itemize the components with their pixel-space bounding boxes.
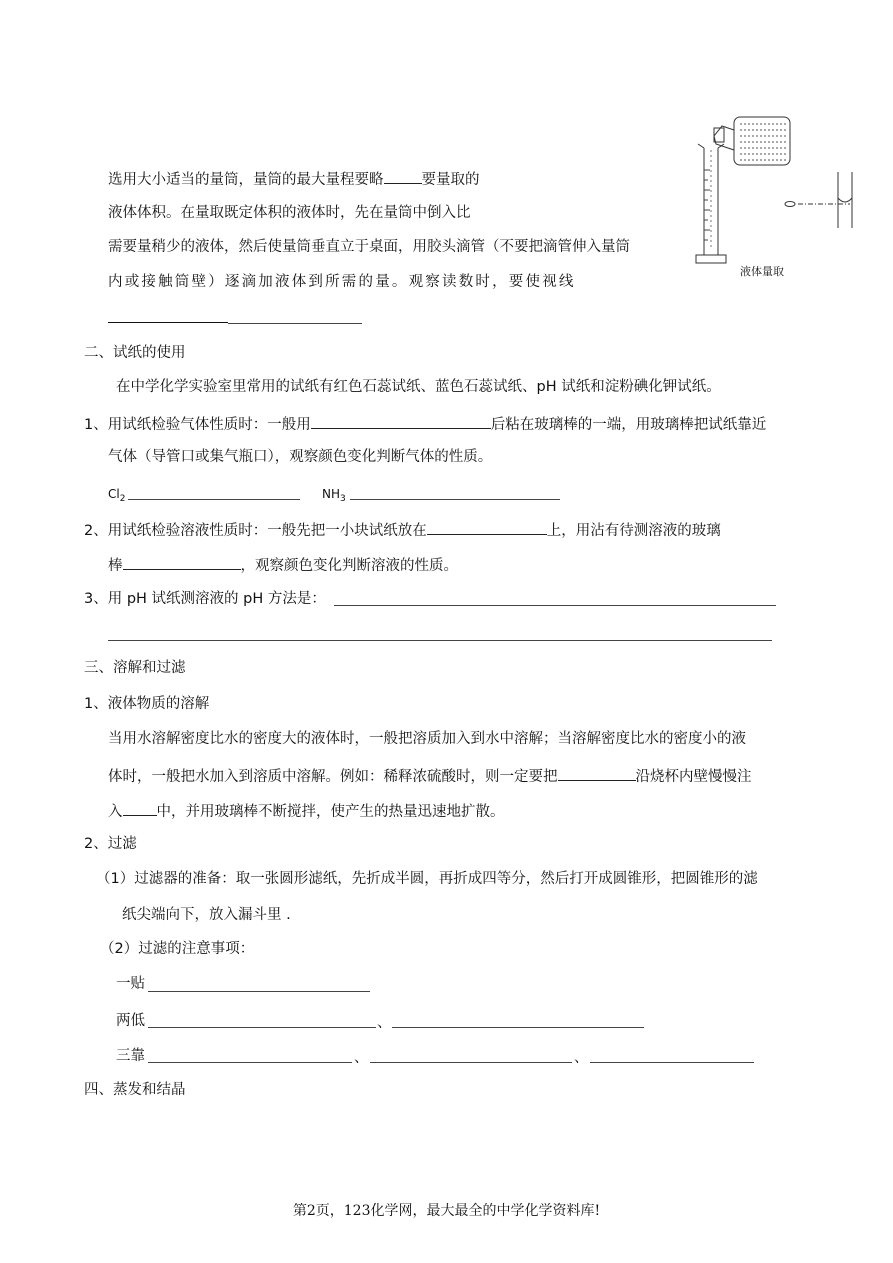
figure-caption: 液体量取 [740,265,784,278]
graduated-cylinder-drawing [696,144,726,263]
reagent-bottle-drawing [714,117,790,165]
answer-line[interactable] [590,1062,754,1063]
liquid-measuring-figure [690,110,860,285]
paragraph: 纸尖端向下，放入漏斗里 . [122,907,291,923]
answer-line[interactable] [148,991,370,992]
answer-blank[interactable] [123,553,241,570]
eye-sightline-drawing [785,172,852,228]
answer-line[interactable] [392,1027,644,1028]
item-text: 1、用试纸检验气体性质时：一般用 [84,417,311,433]
item-text: 入 [108,804,123,820]
formula-subscript: 2 [119,494,126,504]
subsection-heading: 1、液体物质的溶解 [84,696,210,712]
measure-text-b: 要量取的 [421,172,480,188]
measure-line-2: 液体体积。在量取既定体积的液体时，先在量筒中倒入比 [108,205,471,221]
section-heading: 二、试纸的使用 [84,345,186,361]
page-footer: 第2页，123化学网，最大最全的中学化学资料库! [292,1203,601,1219]
answer-line[interactable] [148,1062,352,1063]
item-text: ，观察颜色变化判断溶液的性质。 [240,558,458,574]
paragraph: （2）过滤的注意事项： [100,941,255,957]
item-1-line-1 [84,412,766,435]
measure-line-1 [108,167,480,190]
measure-text-a: 选用大小适当的量筒，量筒的最大量程要略 [108,172,384,188]
paragraph: 在中学化学实验室里常用的试纸有红色石蕊试纸、蓝色石蕊试纸、pH 试纸和淀粉碘化钾试纸。 [116,379,721,395]
formula-subscript: 3 [340,494,346,504]
item-2-line-2 [108,553,458,576]
answer-line[interactable] [370,1062,572,1063]
measure-line-3: 需要量稍少的液体，然后使量筒垂直立于桌面，用胶头滴管（不要把滴管伸入量筒 [108,239,630,255]
item-2-line-1 [84,518,721,541]
formula-cl: Cl [108,487,120,501]
tie-label: 一贴 [116,976,145,992]
paragraph: 当用水溶解密度比水的密度大的液体时，一般把溶质加入到水中溶解；当溶解密度比水的密度小的液 [108,731,746,747]
paragraph-line [108,799,505,822]
item-3-line: 3、用 pH 试纸测溶液的 pH 方法是： [84,591,326,607]
subsection-heading: 2、过滤 [84,836,137,852]
item-text: 2、用试纸检验溶液性质时：一般先把一小块试纸放在 [84,523,427,539]
nh3-line [322,484,346,509]
answer-blank[interactable] [123,799,157,816]
answer-line[interactable] [228,323,362,324]
item-text: 中，并用玻璃棒不断搅拌，使产生的热量迅速地扩散。 [156,804,505,820]
formula-nh: NH [322,487,340,501]
low-label: 两低 [116,1013,145,1029]
answer-blank[interactable] [384,167,422,184]
answer-line[interactable] [334,605,776,606]
separator: 、 [354,1050,369,1066]
item-text: 上，用沾有待测溶液的玻璃 [546,523,721,539]
item-text: 棒 [108,558,123,574]
answer-line[interactable] [148,1027,376,1028]
item-text: 后粘在玻璃棒的一端，用玻璃棒把试纸靠近 [490,417,767,433]
item-text: 体时，一般把水加入到溶质中溶解。例如：稀释浓硫酸时，则一定要把 [108,769,558,785]
measure-line-4: 内或接触筒壁）逐滴加液体到所需的量。观察读数时，要使视线 [108,274,576,290]
answer-line[interactable] [350,499,560,500]
lean-label: 三靠 [116,1048,145,1064]
answer-blank[interactable] [311,412,491,429]
answer-line[interactable] [108,322,228,323]
cl2-line [108,484,125,509]
item-1-line-2: 气体（导管口或集气瓶口），观察颜色变化判断气体的性质。 [108,449,493,465]
answer-line[interactable] [128,499,300,500]
separator: 、 [574,1050,589,1066]
separator: 、 [377,1015,392,1031]
answer-blank[interactable] [558,764,636,781]
answer-blank[interactable] [427,518,547,535]
section-heading: 四、蒸发和结晶 [84,1082,186,1098]
answer-line[interactable] [108,640,772,641]
item-text: 沿烧杯内壁慢慢注 [635,769,752,785]
paragraph: （1）过滤器的准备：取一张圆形滤纸，先折成半圆，再折成四等分，然后打开成圆锥形，把圆锥形的滤 [96,871,758,887]
section-heading: 三、溶解和过滤 [84,660,186,676]
paragraph-line [108,764,752,787]
